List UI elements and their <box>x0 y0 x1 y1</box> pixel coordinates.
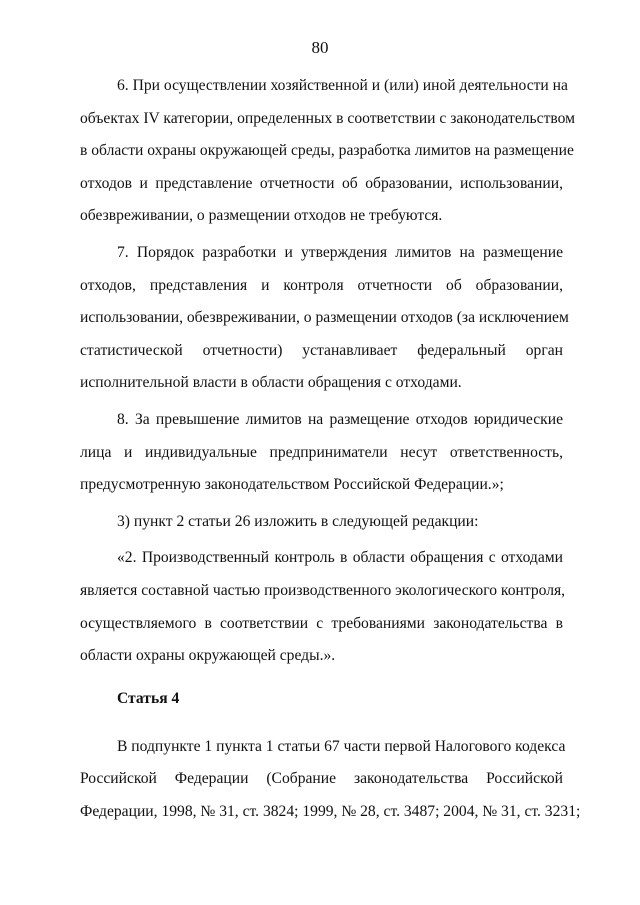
article-heading: Статья 4 <box>117 689 180 707</box>
document-body <box>80 70 581 832</box>
text-line: обезвреживании, о размещении отходов не требуются. <box>80 207 443 225</box>
text-line: является составной частью производственного экологического контроля, <box>80 581 566 599</box>
text-line: 3) пункт 2 статьи 26 изложить в следующей редакции: <box>117 512 479 530</box>
text-line: лица и индивидуальные предприниматели несут ответственность, <box>80 443 563 461</box>
text-line: предусмотренную законодательством Российской Федерации.»; <box>80 476 504 494</box>
text-line: области охраны окружающей среды.». <box>80 647 336 665</box>
paragraph-quoted-item-2 <box>80 542 566 672</box>
text-line: исполнительной власти в области обращения с отходами. <box>80 374 462 392</box>
text-line: 6. При осуществлении хозяйственной и (или) иной деятельности на <box>117 77 568 94</box>
text-line: В подпункте 1 пункта 1 статьи 67 части первой Налогового кодекса <box>117 737 566 755</box>
text-line: осуществляемого в соответствии с требованиями законодательства в <box>80 614 563 632</box>
text-line: отходов, представления и контроля отчетности об образовании, <box>80 276 563 294</box>
article-paragraph <box>80 731 581 829</box>
text-line: использовании, обезвреживании, о размещении отходов (за исключением <box>80 309 569 327</box>
text-line: 7. Порядок разработки и утверждения лимитов на размещение <box>117 243 563 261</box>
page-number: 80 <box>311 38 329 57</box>
text-line: Российской Федерации (Собрание законодательства Российской <box>80 770 563 788</box>
text-line: в области охраны окружающей среды, разработка лимитов на размещение <box>80 142 574 160</box>
text-line: объектах IV категории, определенных в соответствии с законодательством <box>80 109 576 127</box>
text-line: 8. За превышение лимитов на размещение отходов юридические <box>117 410 563 428</box>
paragraph-item-7 <box>80 237 569 400</box>
text-line: статистической отчетности) устанавливает федеральный орган <box>80 341 563 359</box>
paragraph-item-8 <box>80 404 563 502</box>
text-line: Федерации, 1998, № 31, ст. 3824; 1999, № 28, ст. 3487; 2004, № 31, ст. 3231; <box>80 802 581 820</box>
paragraph-item-6 <box>80 70 576 233</box>
text-line: отходов и представление отчетности об образовании, использовании, <box>80 174 563 192</box>
paragraph-subitem-3 <box>80 506 563 539</box>
text-line: «2. Производственный контроль в области обращения с отходами <box>117 549 563 567</box>
